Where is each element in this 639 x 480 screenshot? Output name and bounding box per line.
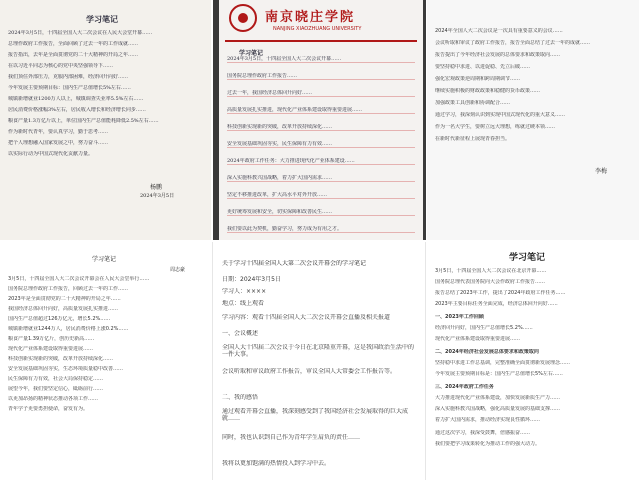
note-line: 加强政策工具创新和协调配合…… — [435, 100, 511, 106]
note-line: 居民消费价格涨幅3%左右，居民收入增长和经济增长同步…… — [8, 107, 146, 113]
note-line: 城镇新增就业1200万人以上，城镇调查失业率5.5%左右…… — [8, 96, 144, 102]
school-name: 南京晓庄学院 — [265, 10, 356, 25]
note-line: 现代化产业体系建设取得重要进展…… — [435, 336, 521, 342]
note-panel-letterhead — [213, 0, 426, 240]
note-line: 大力推进现代化产业体系建设，加快发展新质生产力…… — [435, 395, 561, 401]
school-logo-icon — [229, 4, 257, 32]
note-line: 以实际行动为中国式现代化贡献力量。 — [8, 151, 94, 157]
note-line: 作为一名大学生，要树立远大理想，练就过硬本领…… — [435, 124, 556, 130]
note-panel-typed-1 — [0, 242, 213, 480]
note-section-heading: 三、2024年政府工作任务 — [435, 384, 494, 390]
note-line: 会议听取和审议了政府工作报告，报告全面总结了过去一年的成就…… — [435, 40, 591, 46]
note-date: 日期：2024年3月5日 — [222, 276, 281, 283]
note-line: 科技创新实现新的突破，改革开放持续深化…… — [227, 124, 333, 130]
letterhead-divider — [225, 40, 417, 42]
note-line: 在新时代新征程上展现青春担当。 — [435, 136, 511, 142]
note-title: 关于学习十四届全国人大第二次会议开幕会的学习笔记 — [222, 260, 367, 267]
note-line: 我将以更加饱满的热情投入到学习中去。 — [222, 460, 331, 467]
note-signature: 杨鹏 — [150, 184, 163, 191]
letterhead-header — [219, 0, 423, 44]
note-title: 学习笔记 — [92, 256, 117, 263]
school-name-en: NANJING XIAOZHUANG UNIVERSITY — [273, 26, 362, 32]
note-line: 要坚持稳中求进、以进促稳、先立后破…… — [435, 64, 531, 70]
note-line: 报告提出了今年经济社会发展的总体要求和政策取向…… — [435, 52, 561, 58]
note-line: 总理作政府工作报告，全面回顾了过去一年的工作成就…… — [8, 41, 139, 47]
note-person: 学习人：×××× — [222, 288, 267, 295]
note-line: 国务院总理代表国务院向大会作政府工作报告…… — [435, 279, 546, 285]
note-line: 今年发展主要预期目标：国内生产总值增长5%左右…… — [8, 85, 131, 91]
note-place: 地点：线上观看 — [222, 300, 265, 307]
note-line: 2024年3月5日，十四届全国人大二次会议在人民大会堂开幕…… — [8, 30, 153, 36]
letterhead-sheet — [219, 0, 423, 240]
note-line: 民生保障有力有效，社会大局保持稳定…… — [8, 376, 104, 382]
note-line: 高质量发展扎实推进，现代化产业体系建设取得重要进展…… — [227, 107, 363, 113]
note-line: 2024年3月5日，十四届全国人大二次会议开幕…… — [227, 56, 342, 62]
note-author: 周志豪 — [170, 267, 186, 273]
note-line: 粮食产量1.3万亿斤以上，单位国内生产总值能耗降低2.5%左右…… — [8, 118, 159, 124]
note-line: 通过这次学习，我深受鼓舞，倍感振奋…… — [435, 430, 531, 436]
note-line: 国务院总理作政府工作报告…… — [227, 73, 298, 79]
note-line: 继续实施积极的财政政策和稳健的货币政策…… — [435, 88, 541, 94]
note-line: 通过观看开幕会直播，我深刻感受到了我国经济社会发展取得的巨大成就…… — [222, 408, 409, 422]
note-line: 在以习近平同志为核心的党中央坚强领导下…… — [8, 63, 114, 69]
note-line: 国务院总理作政府工作报告，回顾过去一年的工作…… — [8, 286, 129, 292]
note-line: 3月5日，十四届全国人大二次会议开幕会在人民大会堂举行…… — [8, 276, 150, 282]
note-line: 会议听取和审议政府工作报告，审议全国人大常委会工作报告等。 — [222, 368, 397, 375]
note-section-heading: 一、会议概述 — [222, 330, 259, 337]
note-line: 作为新时代青年，要认真学习，勤于思考…… — [8, 129, 109, 135]
note-line: 深入实施科教兴国战略，强化高质量发展的基础支撑…… — [435, 406, 561, 412]
note-section-heading: 一、2023年工作回顾 — [435, 314, 484, 320]
note-line: 经济回升向好，国内生产总值增长5.2%…… — [435, 325, 533, 331]
note-line: 着力扩大国内需求，推动经济实现良性循环…… — [435, 417, 541, 423]
note-line: 3月5日，十四届全国人大二次会议在北京开幕…… — [435, 268, 547, 274]
note-line: 国内生产总值超过126万亿元，增长5.2%…… — [8, 316, 111, 322]
note-line: 报告指出，去年是全面贯彻党的二十大精神的开局之年…… — [8, 52, 139, 58]
note-line: 坚定不移推进改革，扩大高水平对外开放…… — [227, 192, 328, 198]
note-signature: 李梅 — [595, 168, 608, 175]
note-section-heading: 二、我的感悟 — [222, 394, 259, 401]
note-line: 把个人理想融入国家发展之中，努力奋斗…… — [8, 140, 109, 146]
note-line: 同时，我也认识到自己作为青年学生肩负的责任…… — [222, 434, 361, 441]
note-line: 2023年是全面贯彻党的二十大精神的开局之年…… — [8, 296, 121, 302]
note-line: 我们要以此为契机，勤奋学习，努力成为有用之才。 — [227, 226, 343, 232]
note-title: 学习笔记 — [509, 253, 546, 263]
note-line: 过去一年，我国经济总体回升向好…… — [227, 90, 313, 96]
note-heading: 学习笔记 — [239, 50, 264, 57]
note-line: 安全发展基础巩固夯实，民生保障有力有效…… — [227, 141, 333, 147]
note-line: 展望今年，我们要坚定信心，砥砺前行…… — [8, 386, 104, 392]
note-section-heading: 二、2024年经济社会发展总体要求和政策取向 — [435, 349, 539, 355]
note-line: 2023年主要目标任务全面完成，经济总体回升向好…… — [435, 301, 558, 307]
note-line: 我们要把学习成果转化为推动工作的强大动力。 — [435, 441, 541, 447]
note-line: 科技创新实现新的突破，改革开放持续深化…… — [8, 356, 114, 362]
note-line: 我国经济总体回升向好，高质量发展扎实推进…… — [8, 306, 119, 312]
note-panel-handwritten-1 — [0, 0, 211, 240]
note-line: 报告总结了2023年工作，提出了2024年政府工作任务…… — [435, 290, 566, 296]
note-line: 坚持稳中求进工作总基调，完整准确全面贯彻新发展理念…… — [435, 360, 571, 366]
note-line: 更好统筹发展和安全，切实保障和改善民生…… — [227, 209, 333, 215]
note-line: 2024年全国人大二次会议是一次具有重要意义的会议…… — [435, 28, 563, 34]
note-line: 现代化产业体系建设取得重要进展…… — [8, 346, 94, 352]
note-panel-printed-1 — [427, 0, 639, 240]
note-line: 2024年政府工作任务：大力推进现代化产业体系建设…… — [227, 158, 355, 164]
note-line: 我们顶住外部压力，克服内部困难，经济回升向好…… — [8, 74, 129, 80]
note-date: 2024年3月5日 — [140, 193, 175, 199]
note-line: 青年学子更要勇担使命，奋发有为。 — [8, 406, 89, 412]
note-line: 以更加昂扬的精神状态推动各项工作…… — [8, 396, 99, 402]
note-line: 城镇新增就业1244万人，居民消费价格上涨0.2%…… — [8, 326, 129, 332]
note-line: 安全发展基础巩固夯实，生态环境质量稳中改善…… — [8, 366, 124, 372]
note-panel-typed-2 — [214, 242, 426, 480]
note-line: 强化宏观政策逆周期和跨周期调节…… — [435, 76, 521, 82]
note-line: 粮食产量1.39万亿斤，创历史新高…… — [8, 336, 95, 342]
note-line: 学习内容：观看十四届全国人大二次会议开幕会直播及相关报道 — [222, 314, 391, 321]
note-line: 全国人大十四届二次会议于今日在北京隆重开幕，这是我国政治生活中的一件大事。 — [222, 344, 415, 358]
note-line: 通过学习，我深刻认识到实现中国式现代化的重大意义…… — [435, 112, 566, 118]
note-line: 今年发展主要预期目标是：国内生产总值增长5%左右…… — [435, 371, 563, 377]
note-line: 深入实施科教兴国战略，着力扩大国内需求…… — [227, 175, 333, 181]
note-panel-typed-3 — [427, 242, 639, 480]
note-title: 学习笔记 — [86, 14, 118, 24]
